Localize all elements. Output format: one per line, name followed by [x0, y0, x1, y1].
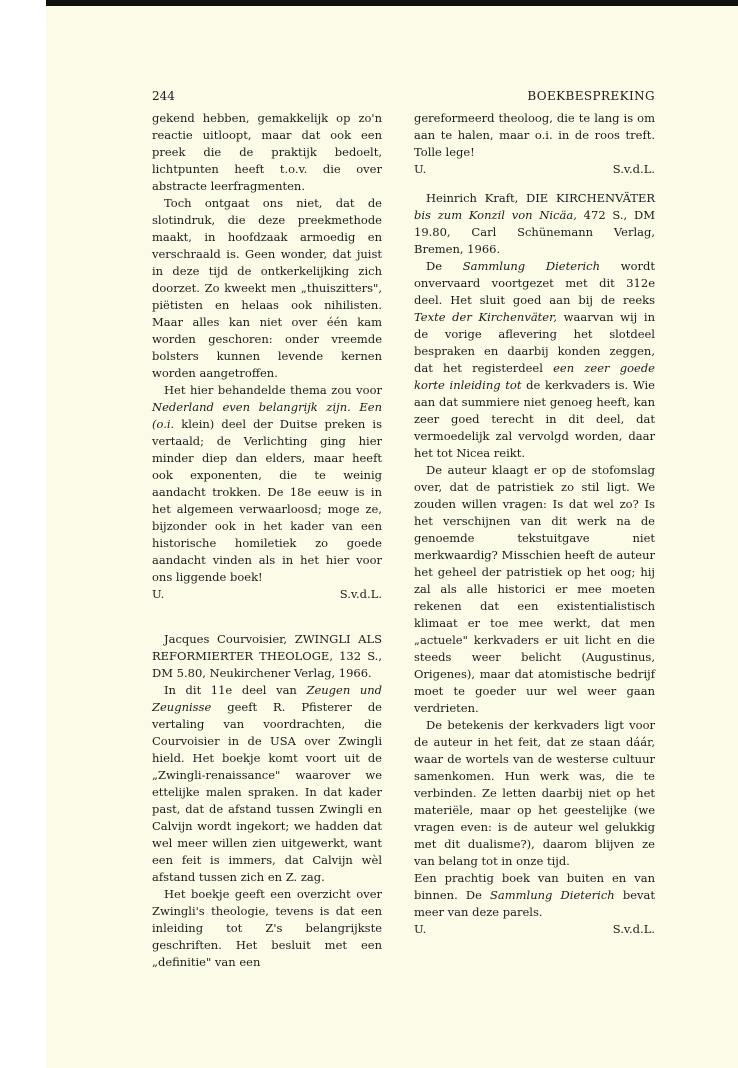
paragraph: Een prachtig boek van buiten en van binnen. De Sammlung Dieterich bevat meer van deze parels.	[414, 871, 655, 919]
right-column	[414, 110, 655, 938]
review-signature	[414, 921, 655, 938]
paragraph: In dit 11e deel van Zeugen und Zeugnisse geeft R. Pfisterer de vertaling van voordrachten, die Courvoisier in de USA over Zwingli hield. Het boekje komt voort uit de „Zwingli-renaissance" waarover we ettelijke malen spraken. In dat kader past, dat de afstand tussen Zwingli en Calvijn wordt ingekort; we hadden dat wel meer willen zien uitgewerkt, want een feit is immers, dat Calvijn wèl afstand tussen zich en Z. zag.	[152, 683, 382, 884]
review-signature	[152, 586, 382, 603]
left-column	[152, 110, 382, 971]
paragraph: De auteur klaagt er op de stofomslag over, dat de patristiek zo stil ligt. We zouden willen vragen: Is dat wel zo? Is het verschijnen van dit werk na de genoemde tekstuitgave niet merkwaardig? Misschien heeft de auteur het geheel der patristiek op het oog; hij zal als alle historici er mee moeten rekenen dat een existentialistisch klimaat er toe mee werkt, dat men „actuele" kerkvaders er uit licht en die steeds weer belicht (Augustinus, Origenes), maar dat atomistische bedrijf moet te goeder uur wel weer gaan verdrieten.	[414, 463, 655, 715]
signature-name: S.v.d.L.	[612, 922, 655, 936]
paragraph: gekend hebben, gemakkelijk op zo'n reactie uitloopt, maar dat ook een preek die de praktijk bedoelt, lichtpunten heeft t.o.v. die over abstracte leerfragmenten.	[152, 111, 382, 193]
paragraph: Het boekje geeft een overzicht over Zwingli's theologie, tevens is dat een inleiding tot Z's belangrijkste geschriften. Het besluit met een „definitie" van een	[152, 887, 382, 969]
running-title: BOEKBESPREKING	[527, 89, 655, 103]
paragraph: De Sammlung Dieterich wordt onvervaard voortgezet met dit 312e deel. Het sluit goed aan bij de reeks Texte der Kirchenväter, waarvan wij in de vorige aflevering het slotdeel bespraken en daarbij konden zeggen, dat het registerdeel een zeer goede korte inleiding tot de kerkvaders is. Wie aan dat summiere niet genoeg heeft, kan zeer goed terecht in dit deel, dat vermoedelijk zal vervolgd worden, daar het tot Nicea reikt.	[414, 259, 655, 460]
signature-initial: U.	[414, 922, 427, 936]
review-signature	[414, 161, 655, 178]
page-top-border	[0, 0, 738, 6]
signature-name: S.v.d.L.	[612, 162, 655, 176]
paragraph: gereformeerd theoloog, die te lang is om aan te halen, maar o.i. in de roos treft. Tolle lege!	[414, 111, 655, 159]
page-number: 244	[152, 89, 175, 103]
paragraph: Het hier behandelde thema zou voor Nederland even belangrijk zijn. Een (o.i. klein) deel der Duitse preken is vertaald; de Verlichting ging hier minder diep dan elders, maar heeft ook exponenten, die te weinig aandacht trokken. De 18e eeuw is in het algemeen verwaarloosd; moge ze, bijzonder ook in het kader van een historische homiletiek zo goede aandacht vinden als in het hier voor ons liggende boek!	[152, 383, 382, 584]
signature-initial: U.	[414, 162, 427, 176]
signature-name: S.v.d.L.	[339, 587, 382, 601]
book-reference: Jacques Courvoisier, ZWINGLI ALS REFORMIERTER THEOLOGE, 132 S., DM 5.80, Neukirchener Verlag, 1966.	[152, 632, 382, 680]
scan-margin	[0, 0, 46, 1068]
signature-initial: U.	[152, 587, 165, 601]
paragraph: De betekenis der kerkvaders ligt voor de auteur in het feit, dat ze staan dáár, waar de wortels van de westerse cultuur samenkomen. Hun werk was, die te verbinden. Ze letten daarbij niet op het materiële, maar op het geestelijke (we vragen even: is de auteur wel gelukkig met dit dualisme?), daarom blijven ze van belang tot in onze tijd.	[414, 718, 655, 868]
paragraph: Toch ontgaat ons niet, dat de slotindruk, die deze preekmethode maakt, in hoofdzaak armoedig en verschraald is. Geen wonder, dat juist in deze tijd de ontkerkelijking zich doorzet. Zo kweekt men „thuiszitters", piëtisten en helaas ook nihilisten. Maar alles kan niet over één kam worden geschoren: onder vreemde bolsters kunnen levende kernen worden aangetroffen.	[152, 196, 382, 380]
book-reference: Heinrich Kraft, DIE KIRCHENVÄTER bis zum Konzil von Nicäa, 472 S., DM 19.80, Carl Schünemann Verlag, Bremen, 1966.	[414, 191, 655, 256]
